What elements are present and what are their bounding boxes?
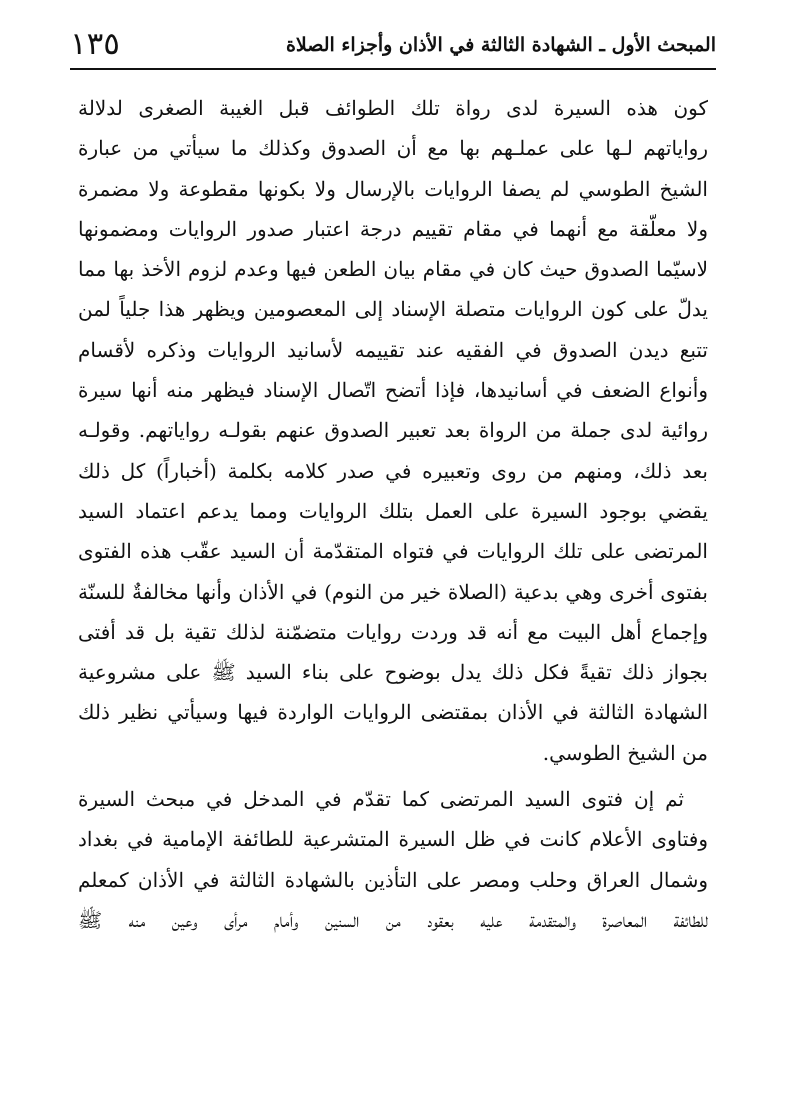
page-header: [70, 26, 716, 66]
text-line: بعد ذلك، ومنهم من روى وتعبيره في صدر كلامه بكلمة (أخباراً) كل ذلك: [78, 458, 708, 483]
page-number: ١٣٥: [70, 26, 120, 62]
text-line: وأنواع الضعف في أسانيدها، فإذا أتضح اتّصال الإسناد فيظهر منه أنها سيرة: [78, 378, 708, 403]
text-line: المرتضى على تلك الروايات في فتواه المتقدّمة أن السيد عقّب هذه الفتوى: [78, 539, 708, 564]
text-line: يقضي بوجود السيرة على العمل بتلك الروايات ومما يدعم اعتماد السيد: [78, 498, 708, 523]
text-line: وفتاوى الأعلام كانت في ظل السيرة المتشرعية للطائفة الإمامية في بغداد: [78, 827, 708, 852]
text-line: الشهادة الثالثة في الأذان بمقتضى الروايات الواردة فيها وسيأتي نظير ذلك: [78, 700, 708, 725]
text-line: للطائفة المعاصرة والمتقدمة عليه بعقود من السنين وأمام مرأى وعين منه ﷺ: [78, 907, 708, 932]
paragraph: [78, 88, 708, 773]
text-line: كون هذه السيرة لدى رواة تلك الطوائف قبل الغيبة الصغرى لدلالة: [78, 96, 708, 120]
header-rule: [70, 68, 716, 70]
text-line: ولا معلّقة مع أنهما في مقام تقييم درجة اعتبار صدور الروايات ومضمونها: [78, 216, 708, 241]
text-line: ثم إن فتوى السيد المرتضى كما تقدّم في المدخل في مبحث السيرة: [78, 787, 684, 812]
text-line: تتبع ديدن الصدوق في الفقيه عند تقييمه لأسانيد الروايات وذكره لأقسام: [78, 337, 708, 362]
text-line: الشيخ الطوسي لم يصفا الروايات بالإرسال ولا بكونها مقطوعة ولا مضمرة: [78, 176, 708, 201]
text-line: وشمال العراق وحلب ومصر على التأذين بالشهادة الثالثة في الأذان كمعلم: [78, 867, 708, 892]
text-line: من الشيخ الطوسي.: [542, 740, 708, 765]
body-text: [78, 88, 708, 940]
text-line: لاسيّما الصدوق حيث كان في مقام بيان الطعن فيها وعدم لزوم الأخذ بها مما: [78, 257, 708, 282]
text-line: بجواز ذلك تقيةً فكل ذلك يدل بوضوح على بناء السيد ﷺ على مشروعية: [78, 660, 708, 685]
paragraph: [78, 779, 708, 940]
text-line: روائية لدى جملة من الرواة بعد تعبير الصدوق عنهم بقولـه رواياتهم. وقولـه: [78, 418, 708, 443]
text-line: يدلّ على كون الروايات متصلة الإسناد إلى المعصومين ويظهر هذا جلياً لمن: [78, 297, 708, 322]
text-line: بفتوى أخرى وهي بدعية (الصلاة خير من النوم) في الأذان وأنها مخالفةٌ للسنّة: [78, 579, 708, 604]
text-line: وإجماع أهل البيت مع أنه قد وردت روايات متضمّنة لذلك تقية بل قد أفتى: [78, 619, 708, 644]
running-header-title: المبحث الأول ـ الشهادة الثالثة في الأذان وأجزاء الصلاة: [285, 34, 716, 56]
text-line: رواياتهم لـها على عملـهم بها مع أن الصدوق وكذلك ما سيأتي من عبارة: [78, 136, 708, 161]
